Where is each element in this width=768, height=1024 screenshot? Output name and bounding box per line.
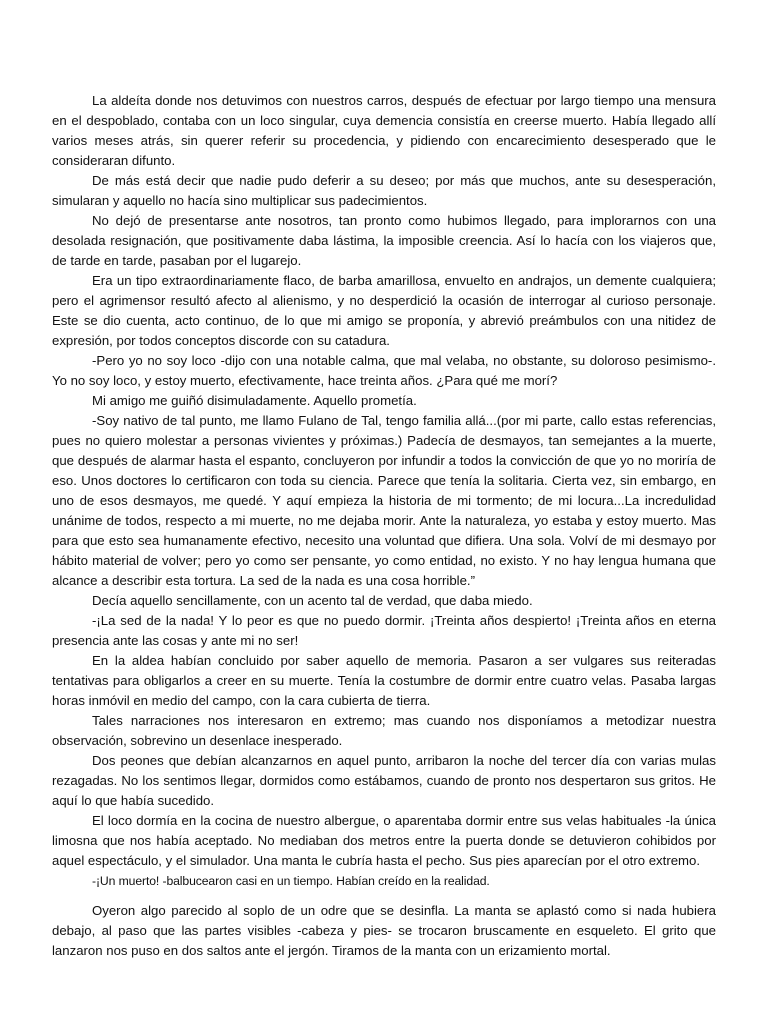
paragraph-1: La aldeíta donde nos detuvimos con nuestros carros, después de efectuar por largo tiempo una mensura en el despoblado, contaba con un loco singular, cuya demencia consistía en creerse muerto. Había llegado allí varios meses atrás, sin querer referir su procedencia, y pidiendo con encarecimiento desesperado que le consideraran difunto. [52,93,716,168]
paragraph-15: Oyeron algo parecido al soplo de un odre que se desinfla. La manta se aplastó como si nada hubiera debajo, al paso que las partes visibles -cabeza y pies- se trocaron bruscamente en esqueleto. El grito que lanzaron nos puso en dos saltos ante el jergón. Tiramos de la manta con un erizamiento mortal. [52,903,716,958]
paragraph-13: El loco dormía en la cocina de nuestro albergue, o aparentaba dormir entre sus velas habituales -la única limosna que nos había aceptado. No mediaban dos metros entre la puerta donde se detuvieron cohibidos por aquel espectáculo, y el simulador. Una manta le cubría hasta el pecho. Sus pies aparecían por el otro extremo. [52,813,716,868]
paragraph-8: Decía aquello sencillamente, con un acento tal de verdad, que daba miedo. [92,593,533,608]
paragraph-6: Mi amigo me guiñó disimuladamente. Aquello prometía. [92,393,417,408]
document-page [52,91,716,961]
paragraph-7: -Soy nativo de tal punto, me llamo Fulano de Tal, tengo familia allá...(por mi parte, callo estas referencias, pues no quiero molestar a personas vivientes y próximas.) Padecía de desmayos, tan semejantes a la muerte, que después de alarmar hasta el espanto, concluyeron por infundir a todos la convicción de que yo no moriría de eso. Unos doctores lo certificaron con toda su ciencia. Parece que tenía la solitaria. Cierta vez, sin embargo, en uno de esos desmayos, me quedé. Y aquí empieza la historia de mi tormento; de mi locura...La incredulidad unánime de todos, respecto a mi muerte, no me dejaba morir. Ante la naturaleza, yo estaba y estoy muerto. Mas para que esto sea humanamente efectivo, necesito una voluntad que difiera. Una sola. Volví de mi desmayo por hábito material de volver; pero yo como ser pensante, yo como entidad, no existo. Y no hay lengua humana que alcance a describir esta tortura. La sed de la nada es una cosa horrible.” [52,413,716,588]
paragraph-2: De más está decir que nadie pudo deferir a su deseo; por más que muchos, ante su desesperación, simularan y aquello no hacía sino multiplicar sus padecimientos. [52,173,716,208]
paragraph-11: Tales narraciones nos interesaron en extremo; mas cuando nos disponíamos a metodizar nuestra observación, sobrevino un desenlace inesperado. [52,713,716,748]
paragraph-3: No dejó de presentarse ante nosotros, tan pronto como hubimos llegado, para implorarnos con una desolada resignación, que positivamente daba lástima, la imposible creencia. Así lo hacía con los viajeros que, de tarde en tarde, pasaban por el lugarejo. [52,213,716,268]
paragraph-10: En la aldea habían concluido por saber aquello de memoria. Pasaron a ser vulgares sus reiteradas tentativas para obligarlos a creer en su muerte. Tenía la costumbre de dormir entre cuatro velas. Pasaba largas horas inmóvil en medio del campo, con la cara cubierta de tierra. [52,653,716,708]
paragraph-12: Dos peones que debían alcanzarnos en aquel punto, arribaron la noche del tercer día con varias mulas rezagadas. No los sentimos llegar, dormidos como estábamos, cuando de pronto nos despertaron sus gritos. He aquí lo que había sucedido. [52,753,716,808]
paragraph-4: Era un tipo extraordinariamente flaco, de barba amarillosa, envuelto en andrajos, un demente cualquiera; pero el agrimensor resultó afecto al alienismo, y no desperdició la ocasión de interrogar al curioso personaje. Este se dio cuenta, acto continuo, de lo que mi amigo se proponía, y abrevió preámbulos con una nitidez de expresión, por todos conceptos discorde con su catadura. [52,273,716,348]
paragraph-5: -Pero yo no soy loco -dijo con una notable calma, que mal velaba, no obstante, su doloroso pesimismo-. Yo no soy loco, y estoy muerto, efectivamente, hace treinta años. ¿Para qué me morí? [52,353,716,388]
paragraph-14: -¡Un muerto! -balbucearon casi en un tiempo. Habían creído en la realidad. [92,874,490,888]
paragraph-9: -¡La sed de la nada! Y lo peor es que no puedo dormir. ¡Treinta años despierto! ¡Treinta años en eterna presencia ante las cosas y ante mi no ser! [52,613,716,648]
